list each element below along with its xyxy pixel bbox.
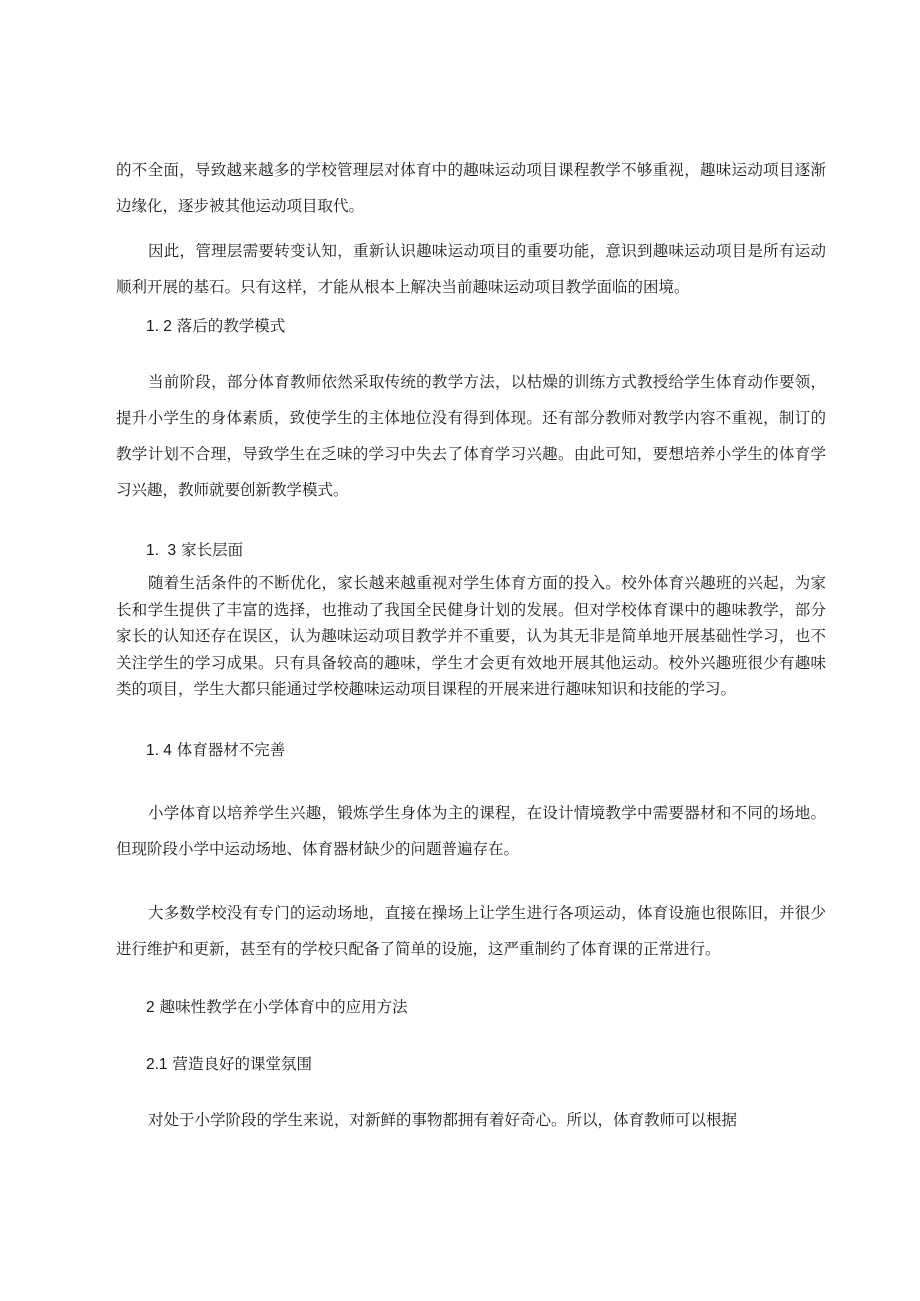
- heading-2-1: [146, 1052, 312, 1077]
- heading-text: 体育器材不完善: [176, 741, 286, 759]
- heading-number: 2: [146, 999, 155, 1016]
- paragraph-7: 对处于小学阶段的学生来说，对新鲜的事物都拥有着好奇心。所以，体育教师可以根据: [148, 1111, 738, 1129]
- heading-text: 落后的教学模式: [176, 317, 286, 335]
- heading-2: [146, 995, 408, 1020]
- heading-1-3: [146, 538, 243, 563]
- heading-1-4: [146, 738, 285, 763]
- paragraph-2: 因此，管理层需要转变认知，重新认识趣味运动项目的重要功能，意识到趣味运动项目是所有运动顺利开展的基石。只有这样，才能从根本上解决当前趣味运动项目教学面临的困境。: [116, 242, 826, 296]
- heading-1-2: [146, 314, 285, 339]
- heading-text: 营造良好的课堂氛围: [172, 1055, 313, 1073]
- heading-number: 1. 2: [146, 318, 172, 335]
- paragraph-6: 大多数学校没有专门的运动场地，直接在操场上让学生进行各项运动，体育设施也很陈旧，并很少进行维护和更新，甚至有的学校只配备了简单的设施，这严重制约了体育课的正常进行。: [116, 904, 826, 958]
- paragraph-3: 当前阶段，部分体育教师依然采取传统的教学方法，以枯燥的训练方式教授给学生体育动作要领，提升小学生的身体素质，致使学生的主体地位没有得到体现。还有部分教师对教学内容不重视，制订的教学计划不合理，导致学生在乏味的学习中失去了体育学习兴趣。由此可知，要想培养小学生的体育学习兴趣，教师就要创新教学模式。: [116, 373, 826, 499]
- paragraph-4: 随着生活条件的不断优化，家长越来越重视对学生体育方面的投入。校外体育兴趣班的兴起，为家长和学生提供了丰富的选择，也推动了我国全民健身计划的发展。但对学校体育课中的趣味教学，部分家长的认知还存在误区，认为趣味运动项目教学并不重要，认为其无非是简单地开展基础性学习，也不关注学生的学习成果。只有具备较高的趣味，学生才会更有效地开展其他运动。校外兴趣班很少有趣味类的项目，学生大都只能通过学校趣味运动项目课程的开展来进行趣味知识和技能的学习。: [116, 574, 826, 698]
- heading-number: 2.1: [146, 1056, 168, 1073]
- heading-number: 1. 4: [146, 742, 172, 759]
- paragraph-5: 小学体育以培养学生兴趣，锻炼学生身体为主的课程，在设计情境教学中需要器材和不同的场地。但现阶段小学中运动场地、体育器材缺少的问题普遍存在。: [116, 804, 826, 858]
- heading-number: 1. 3: [146, 542, 177, 559]
- heading-text: 趣味性教学在小学体育中的应用方法: [159, 998, 408, 1016]
- paragraph-1: 的不全面，导致越来越多的学校管理层对体育中的趣味运动项目课程教学不够重视，趣味运动项目逐渐边缘化，逐步被其他运动项目取代。: [116, 161, 826, 215]
- heading-text: 家长层面: [181, 541, 244, 559]
